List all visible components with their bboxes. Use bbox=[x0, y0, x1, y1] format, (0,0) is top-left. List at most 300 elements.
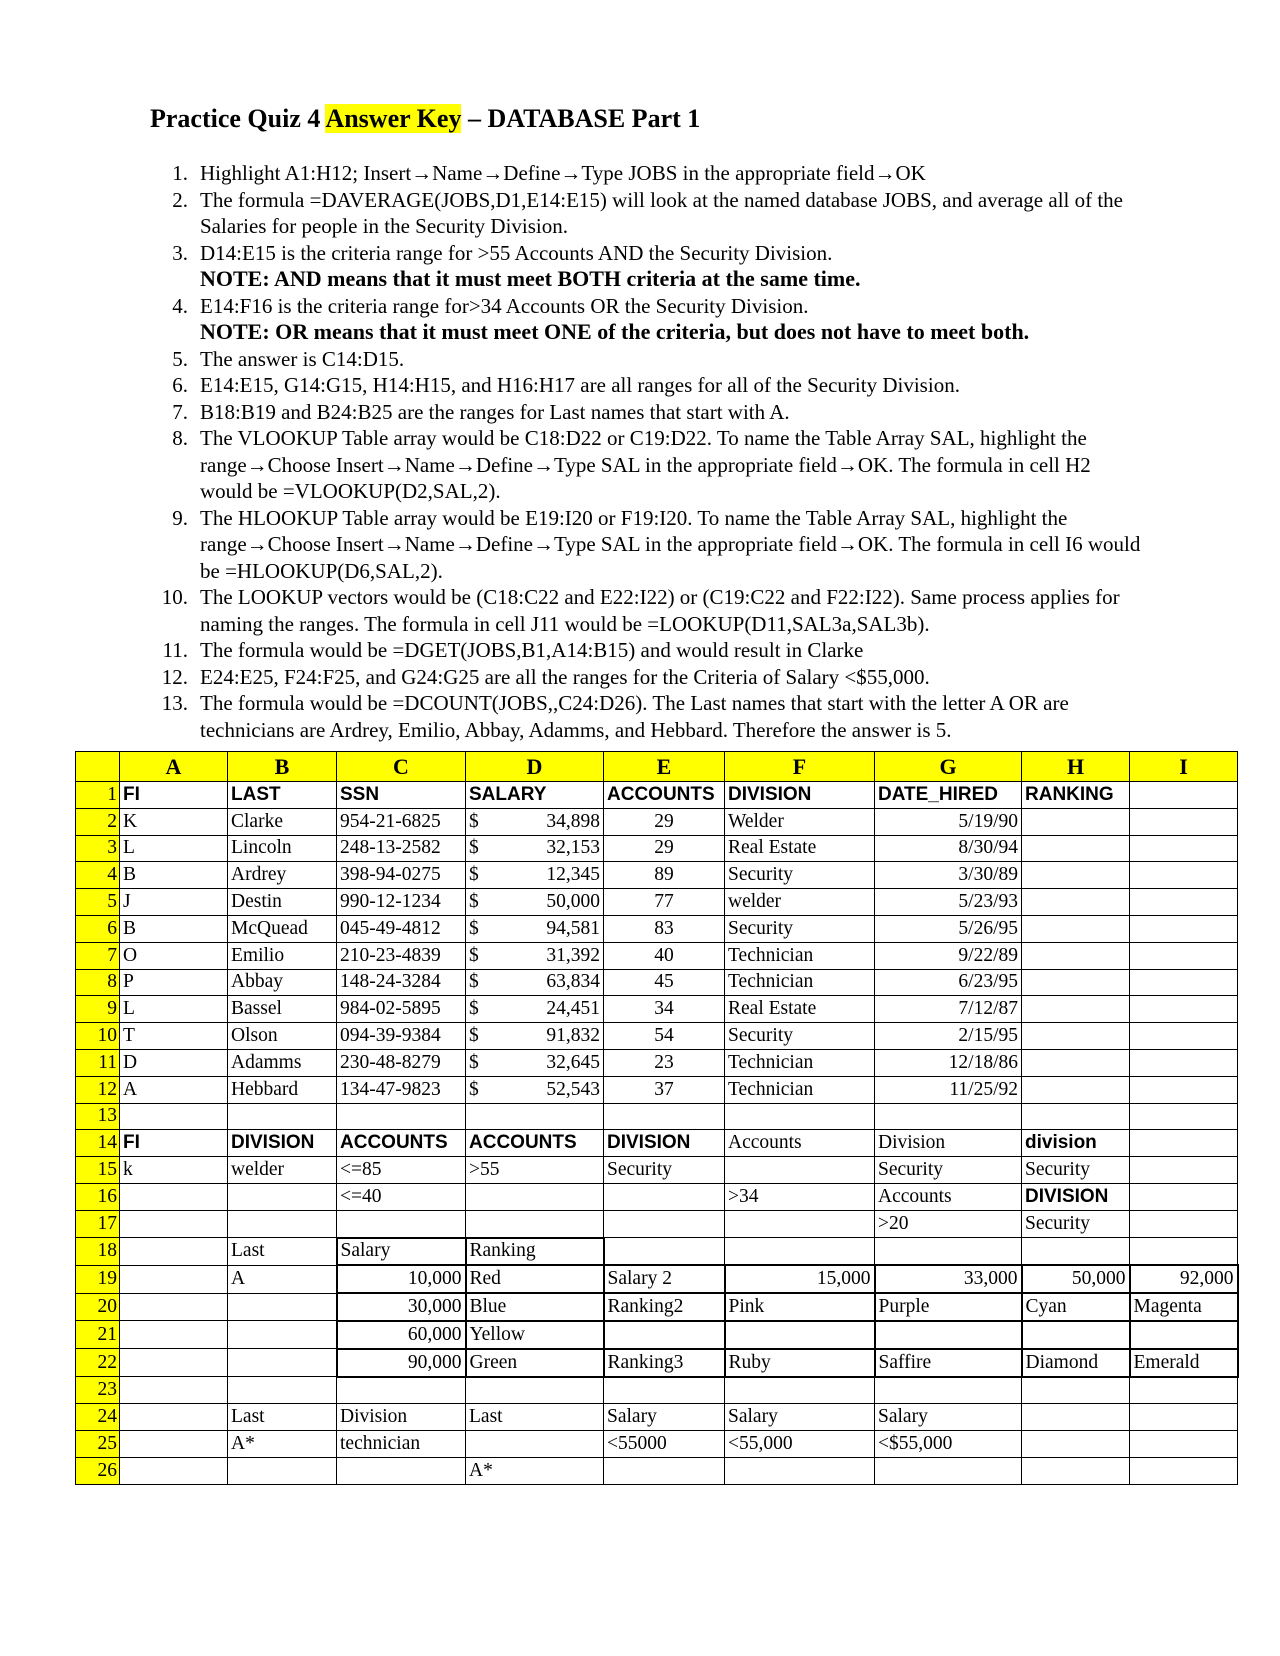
cell[interactable]: 90,000 bbox=[337, 1349, 466, 1377]
cell[interactable]: 5/19/90 bbox=[875, 808, 1022, 835]
cell[interactable]: 11/25/92 bbox=[875, 1076, 1022, 1103]
cell[interactable]: 50,000 bbox=[1022, 1265, 1130, 1293]
cell[interactable] bbox=[120, 1183, 228, 1210]
cell[interactable] bbox=[228, 1183, 337, 1210]
cell[interactable] bbox=[1130, 1431, 1238, 1458]
cell[interactable]: 5/23/93 bbox=[875, 889, 1022, 916]
cell[interactable]: ACCOUNTS bbox=[337, 1130, 466, 1157]
cell[interactable]: Cyan bbox=[1022, 1293, 1130, 1321]
cell[interactable] bbox=[725, 1157, 875, 1184]
cell[interactable] bbox=[1022, 942, 1130, 969]
row-header[interactable]: 16 bbox=[76, 1183, 120, 1210]
item-number: 13. bbox=[161, 691, 188, 715]
cell[interactable] bbox=[1130, 1238, 1238, 1266]
column-header-b[interactable]: B bbox=[228, 752, 337, 782]
cell[interactable]: 210-23-4839 bbox=[337, 942, 466, 969]
item-text bbox=[200, 346, 1142, 373]
cell[interactable] bbox=[1022, 1049, 1130, 1076]
cell[interactable] bbox=[1022, 1404, 1130, 1431]
cell[interactable]: A* bbox=[228, 1431, 337, 1458]
row-header[interactable]: 6 bbox=[76, 915, 120, 942]
page-title: Practice Quiz 4 Answer Key – DATABASE Part 1 bbox=[150, 104, 701, 133]
cell[interactable]: Ardrey bbox=[228, 862, 337, 889]
cell[interactable] bbox=[1130, 1321, 1238, 1349]
cell[interactable]: 10,000 bbox=[337, 1265, 466, 1293]
cell[interactable]: Security bbox=[875, 1157, 1022, 1184]
cell[interactable]: DIVISION bbox=[228, 1130, 337, 1157]
cell[interactable]: Security bbox=[725, 1023, 875, 1050]
cell[interactable] bbox=[1022, 1238, 1130, 1266]
answer-item bbox=[142, 637, 1142, 664]
cell[interactable]: Adamms bbox=[228, 1049, 337, 1076]
cell[interactable]: Destin bbox=[228, 889, 337, 916]
cell[interactable]: Accounts bbox=[725, 1130, 875, 1157]
cell[interactable]: <55000 bbox=[604, 1431, 725, 1458]
salary-value: 91,832 bbox=[546, 1025, 600, 1047]
cell[interactable]: Salary bbox=[725, 1404, 875, 1431]
currency-symbol: $ bbox=[469, 1078, 479, 1100]
cell[interactable] bbox=[228, 1210, 337, 1237]
cell[interactable] bbox=[1022, 862, 1130, 889]
cell[interactable]: McQuead bbox=[228, 915, 337, 942]
cell[interactable]: Pink bbox=[725, 1293, 875, 1321]
row-header[interactable]: 26 bbox=[76, 1457, 120, 1484]
cell[interactable]: 77 bbox=[604, 889, 725, 916]
field-header-cell[interactable]: SSN bbox=[337, 782, 466, 809]
column-header-f[interactable]: F bbox=[725, 752, 875, 782]
cell[interactable]: P bbox=[120, 969, 228, 996]
cell[interactable]: A bbox=[120, 1076, 228, 1103]
cell[interactable] bbox=[228, 1321, 337, 1349]
column-header-a[interactable]: A bbox=[120, 752, 228, 782]
cell[interactable]: 33,000 bbox=[875, 1265, 1022, 1293]
answer-item bbox=[142, 690, 1142, 743]
row-header[interactable]: 9 bbox=[76, 996, 120, 1023]
cell[interactable] bbox=[1022, 969, 1130, 996]
cell[interactable] bbox=[228, 1103, 337, 1130]
cell[interactable]: 134-47-9823 bbox=[337, 1076, 466, 1103]
cell[interactable]: Lincoln bbox=[228, 835, 337, 862]
cell[interactable] bbox=[1022, 808, 1130, 835]
cell[interactable] bbox=[1130, 1457, 1238, 1484]
cell[interactable] bbox=[120, 1404, 228, 1431]
cell[interactable]: Blue bbox=[466, 1293, 604, 1321]
cell[interactable]: 23 bbox=[604, 1049, 725, 1076]
row-header[interactable]: 17 bbox=[76, 1210, 120, 1237]
cell[interactable]: Abbay bbox=[228, 969, 337, 996]
cell[interactable]: Technician bbox=[725, 969, 875, 996]
cell[interactable]: 984-02-5895 bbox=[337, 996, 466, 1023]
cell[interactable] bbox=[725, 1457, 875, 1484]
cell[interactable] bbox=[1130, 808, 1238, 835]
salary-value: 34,898 bbox=[546, 810, 600, 832]
salary-cell[interactable] bbox=[466, 915, 604, 942]
cell[interactable] bbox=[875, 1321, 1022, 1349]
field-header-cell[interactable]: ACCOUNTS bbox=[604, 782, 725, 809]
salary-cell[interactable] bbox=[466, 889, 604, 916]
cell[interactable]: 248-13-2582 bbox=[337, 835, 466, 862]
cell[interactable]: T bbox=[120, 1023, 228, 1050]
cell[interactable]: 148-24-3284 bbox=[337, 969, 466, 996]
corner-cell[interactable] bbox=[76, 752, 120, 782]
column-header-g[interactable]: G bbox=[875, 752, 1022, 782]
cell[interactable]: 5/26/95 bbox=[875, 915, 1022, 942]
cell[interactable] bbox=[120, 1293, 228, 1321]
cell[interactable] bbox=[120, 1103, 228, 1130]
cell[interactable]: Last bbox=[228, 1404, 337, 1431]
cell[interactable]: Technician bbox=[725, 1076, 875, 1103]
salary-value: 31,392 bbox=[546, 944, 600, 966]
item-number: 6. bbox=[172, 373, 188, 397]
cell[interactable]: A bbox=[228, 1265, 337, 1293]
cell[interactable] bbox=[1130, 996, 1238, 1023]
cell[interactable] bbox=[725, 1377, 875, 1404]
cell[interactable]: 54 bbox=[604, 1023, 725, 1050]
cell[interactable] bbox=[466, 1377, 604, 1404]
row-header[interactable]: 5 bbox=[76, 889, 120, 916]
row-header[interactable]: 14 bbox=[76, 1130, 120, 1157]
cell[interactable] bbox=[337, 1377, 466, 1404]
cell[interactable]: Salary bbox=[875, 1404, 1022, 1431]
cell[interactable]: 7/12/87 bbox=[875, 996, 1022, 1023]
cell[interactable] bbox=[1022, 889, 1130, 916]
cell[interactable] bbox=[466, 1210, 604, 1237]
cell[interactable]: ACCOUNTS bbox=[466, 1130, 604, 1157]
cell[interactable]: Division bbox=[337, 1404, 466, 1431]
currency-symbol: $ bbox=[469, 1051, 479, 1073]
cell[interactable] bbox=[120, 1349, 228, 1377]
answer-item bbox=[142, 160, 1142, 187]
salary-cell[interactable] bbox=[466, 808, 604, 835]
cell[interactable] bbox=[120, 1457, 228, 1484]
cell[interactable]: k bbox=[120, 1157, 228, 1184]
cell[interactable] bbox=[1130, 1157, 1238, 1184]
cell[interactable]: Technician bbox=[725, 942, 875, 969]
field-header-cell[interactable]: RANKING bbox=[1022, 782, 1130, 809]
cell[interactable] bbox=[875, 1238, 1022, 1266]
cell[interactable]: 094-39-9384 bbox=[337, 1023, 466, 1050]
cell[interactable]: Emerald bbox=[1130, 1349, 1238, 1377]
row-header[interactable]: 23 bbox=[76, 1377, 120, 1404]
currency-symbol: $ bbox=[469, 944, 479, 966]
row-header[interactable]: 8 bbox=[76, 969, 120, 996]
cell[interactable] bbox=[337, 1103, 466, 1130]
cell[interactable]: 8/30/94 bbox=[875, 835, 1022, 862]
cell[interactable] bbox=[228, 1377, 337, 1404]
cell[interactable] bbox=[1022, 1431, 1130, 1458]
cell[interactable]: FI bbox=[120, 1130, 228, 1157]
cell[interactable]: Ranking2 bbox=[604, 1293, 725, 1321]
cell[interactable] bbox=[1022, 835, 1130, 862]
row-header[interactable]: 2 bbox=[76, 808, 120, 835]
cell[interactable]: Security bbox=[1022, 1210, 1130, 1237]
table-row bbox=[76, 1457, 1238, 1484]
cell[interactable]: Red bbox=[466, 1265, 604, 1293]
cell[interactable] bbox=[1130, 1103, 1238, 1130]
cell[interactable]: 92,000 bbox=[1130, 1265, 1238, 1293]
cell[interactable]: Olson bbox=[228, 1023, 337, 1050]
table-row bbox=[76, 1321, 1238, 1349]
cell[interactable] bbox=[1022, 1321, 1130, 1349]
cell[interactable]: 34 bbox=[604, 996, 725, 1023]
field-header-cell[interactable]: LAST bbox=[228, 782, 337, 809]
table-row bbox=[76, 915, 1238, 942]
field-header-cell[interactable] bbox=[1130, 782, 1238, 809]
cell[interactable]: 37 bbox=[604, 1076, 725, 1103]
cell[interactable]: >20 bbox=[875, 1210, 1022, 1237]
cell[interactable] bbox=[725, 1210, 875, 1237]
cell[interactable]: 3/30/89 bbox=[875, 862, 1022, 889]
row-header[interactable]: 12 bbox=[76, 1076, 120, 1103]
cell[interactable]: division bbox=[1022, 1130, 1130, 1157]
cell[interactable]: Salary 2 bbox=[604, 1265, 725, 1293]
item-number: 3. bbox=[172, 240, 188, 265]
cell[interactable] bbox=[120, 1238, 228, 1266]
cell[interactable] bbox=[1130, 862, 1238, 889]
cell[interactable]: <$55,000 bbox=[875, 1431, 1022, 1458]
item-text-content: The HLOOKUP Table array would be E19:I20 or F19:I20. To name the Table Array SAL, highlight the range→Choose Insert→Name→Define→Type SAL in the appropriate field→OK. The formula in cell I6 would be =HLOOKUP(D6,SAL,2). bbox=[200, 505, 1141, 583]
item-text bbox=[200, 399, 1142, 426]
item-number: 4. bbox=[172, 293, 188, 318]
cell[interactable] bbox=[725, 1321, 875, 1349]
cell[interactable] bbox=[1130, 915, 1238, 942]
cell[interactable]: >34 bbox=[725, 1183, 875, 1210]
cell[interactable]: technician bbox=[337, 1431, 466, 1458]
cell[interactable]: 6/23/95 bbox=[875, 969, 1022, 996]
cell[interactable] bbox=[228, 1349, 337, 1377]
cell[interactable]: Accounts bbox=[875, 1183, 1022, 1210]
item-text-content: The formula would be =DGET(JOBS,B1,A14:B15) and would result in Clarke bbox=[200, 638, 864, 662]
cell[interactable]: Ranking bbox=[466, 1238, 604, 1266]
cell[interactable]: welder bbox=[228, 1157, 337, 1184]
cell[interactable]: Technician bbox=[725, 1049, 875, 1076]
cell[interactable] bbox=[466, 1183, 604, 1210]
column-header-h[interactable]: H bbox=[1022, 752, 1130, 782]
cell[interactable]: Division bbox=[875, 1130, 1022, 1157]
cell[interactable]: DIVISION bbox=[604, 1130, 725, 1157]
cell[interactable] bbox=[1022, 1457, 1130, 1484]
cell[interactable] bbox=[120, 1377, 228, 1404]
cell[interactable] bbox=[1130, 1076, 1238, 1103]
cell[interactable]: <=85 bbox=[337, 1157, 466, 1184]
cell[interactable]: Saffire bbox=[875, 1349, 1022, 1377]
cell[interactable] bbox=[1022, 1023, 1130, 1050]
cell[interactable]: Security bbox=[725, 915, 875, 942]
cell[interactable]: 29 bbox=[604, 835, 725, 862]
cell[interactable] bbox=[875, 1377, 1022, 1404]
cell[interactable] bbox=[466, 1431, 604, 1458]
cell[interactable] bbox=[1130, 1023, 1238, 1050]
cell[interactable]: 45 bbox=[604, 969, 725, 996]
table-row bbox=[76, 1049, 1238, 1076]
cell[interactable]: 15,000 bbox=[725, 1265, 875, 1293]
cell[interactable]: 045-49-4812 bbox=[337, 915, 466, 942]
cell[interactable]: Bassel bbox=[228, 996, 337, 1023]
cell[interactable]: 30,000 bbox=[337, 1293, 466, 1321]
cell[interactable] bbox=[1130, 835, 1238, 862]
cell[interactable]: 9/22/89 bbox=[875, 942, 1022, 969]
cell[interactable] bbox=[1022, 1103, 1130, 1130]
cell[interactable] bbox=[1022, 1377, 1130, 1404]
cell[interactable]: Real Estate bbox=[725, 996, 875, 1023]
row-header[interactable]: 21 bbox=[76, 1321, 120, 1349]
cell[interactable]: 83 bbox=[604, 915, 725, 942]
cell[interactable]: 89 bbox=[604, 862, 725, 889]
table-row bbox=[76, 1210, 1238, 1237]
row-header[interactable]: 18 bbox=[76, 1238, 120, 1266]
cell[interactable]: Hebbard bbox=[228, 1076, 337, 1103]
cell[interactable]: Last bbox=[466, 1404, 604, 1431]
cell[interactable]: Welder bbox=[725, 808, 875, 835]
cell[interactable]: 398-94-0275 bbox=[337, 862, 466, 889]
cell[interactable] bbox=[725, 1103, 875, 1130]
cell[interactable] bbox=[604, 1321, 725, 1349]
cell[interactable]: Last bbox=[228, 1238, 337, 1266]
row-header[interactable]: 20 bbox=[76, 1293, 120, 1321]
salary-cell[interactable] bbox=[466, 862, 604, 889]
cell[interactable] bbox=[604, 1103, 725, 1130]
cell[interactable] bbox=[875, 1103, 1022, 1130]
cell[interactable]: Security bbox=[1022, 1157, 1130, 1184]
row-header[interactable]: 25 bbox=[76, 1431, 120, 1458]
cell[interactable] bbox=[1130, 889, 1238, 916]
cell[interactable] bbox=[228, 1457, 337, 1484]
cell[interactable]: welder bbox=[725, 889, 875, 916]
row-header[interactable]: 15 bbox=[76, 1157, 120, 1184]
row-header[interactable]: 13 bbox=[76, 1103, 120, 1130]
cell[interactable] bbox=[1022, 996, 1130, 1023]
cell[interactable]: Security bbox=[725, 862, 875, 889]
cell[interactable] bbox=[1130, 1130, 1238, 1157]
cell[interactable]: 2/15/95 bbox=[875, 1023, 1022, 1050]
cell[interactable]: Diamond bbox=[1022, 1349, 1130, 1377]
cell[interactable] bbox=[1022, 1076, 1130, 1103]
cell[interactable] bbox=[604, 1377, 725, 1404]
salary-cell[interactable] bbox=[466, 1049, 604, 1076]
cell[interactable] bbox=[337, 1457, 466, 1484]
cell[interactable] bbox=[875, 1457, 1022, 1484]
cell[interactable] bbox=[1130, 969, 1238, 996]
cell[interactable]: Purple bbox=[875, 1293, 1022, 1321]
row-header[interactable]: 7 bbox=[76, 942, 120, 969]
cell[interactable]: D bbox=[120, 1049, 228, 1076]
column-header-e[interactable]: E bbox=[604, 752, 725, 782]
cell[interactable] bbox=[604, 1210, 725, 1237]
salary-value: 24,451 bbox=[546, 998, 600, 1020]
cell[interactable]: Green bbox=[466, 1349, 604, 1377]
cell[interactable] bbox=[604, 1457, 725, 1484]
cell[interactable] bbox=[120, 1431, 228, 1458]
cell[interactable]: L bbox=[120, 835, 228, 862]
cell[interactable] bbox=[725, 1238, 875, 1266]
table-row bbox=[76, 1130, 1238, 1157]
salary-cell[interactable] bbox=[466, 835, 604, 862]
cell[interactable] bbox=[1022, 915, 1130, 942]
table-row bbox=[76, 1265, 1238, 1293]
cell[interactable] bbox=[466, 1103, 604, 1130]
cell[interactable]: Salary bbox=[337, 1238, 466, 1266]
salary-cell[interactable] bbox=[466, 1023, 604, 1050]
row-header[interactable]: 22 bbox=[76, 1349, 120, 1377]
cell[interactable]: Clarke bbox=[228, 808, 337, 835]
cell[interactable]: Emilio bbox=[228, 942, 337, 969]
cell[interactable]: <55,000 bbox=[725, 1431, 875, 1458]
cell[interactable] bbox=[1130, 942, 1238, 969]
item-text bbox=[200, 690, 1142, 743]
cell[interactable] bbox=[120, 1321, 228, 1349]
cell[interactable] bbox=[1130, 1404, 1238, 1431]
cell[interactable]: O bbox=[120, 942, 228, 969]
column-header-c[interactable]: C bbox=[337, 752, 466, 782]
cell[interactable] bbox=[337, 1210, 466, 1237]
cell[interactable]: Salary bbox=[604, 1404, 725, 1431]
cell[interactable] bbox=[1130, 1183, 1238, 1210]
cell[interactable]: Ranking3 bbox=[604, 1349, 725, 1377]
cell[interactable]: 990-12-1234 bbox=[337, 889, 466, 916]
cell[interactable] bbox=[604, 1183, 725, 1210]
column-header-d[interactable]: D bbox=[466, 752, 604, 782]
cell[interactable]: 954-21-6825 bbox=[337, 808, 466, 835]
cell[interactable]: J bbox=[120, 889, 228, 916]
row-header[interactable]: 1 bbox=[76, 782, 120, 809]
salary-cell[interactable] bbox=[466, 942, 604, 969]
cell[interactable]: >55 bbox=[466, 1157, 604, 1184]
cell[interactable]: K bbox=[120, 808, 228, 835]
field-header-cell[interactable]: SALARY bbox=[466, 782, 604, 809]
cell[interactable]: B bbox=[120, 862, 228, 889]
cell[interactable] bbox=[1130, 1210, 1238, 1237]
cell[interactable] bbox=[120, 1265, 228, 1293]
row-header[interactable]: 4 bbox=[76, 862, 120, 889]
cell[interactable]: 230-48-8279 bbox=[337, 1049, 466, 1076]
cell[interactable]: 40 bbox=[604, 942, 725, 969]
field-header-cell[interactable]: DIVISION bbox=[725, 782, 875, 809]
salary-cell[interactable] bbox=[466, 969, 604, 996]
cell[interactable]: Real Estate bbox=[725, 835, 875, 862]
cell[interactable] bbox=[1130, 1377, 1238, 1404]
column-header-i[interactable]: I bbox=[1130, 752, 1238, 782]
cell[interactable]: B bbox=[120, 915, 228, 942]
cell[interactable]: L bbox=[120, 996, 228, 1023]
row-header[interactable]: 24 bbox=[76, 1404, 120, 1431]
cell[interactable] bbox=[228, 1293, 337, 1321]
cell[interactable]: Ruby bbox=[725, 1349, 875, 1377]
salary-cell[interactable] bbox=[466, 996, 604, 1023]
row-header[interactable]: 19 bbox=[76, 1265, 120, 1293]
cell[interactable] bbox=[120, 1210, 228, 1237]
cell[interactable] bbox=[1130, 1049, 1238, 1076]
row-header[interactable]: 10 bbox=[76, 1023, 120, 1050]
cell[interactable]: 29 bbox=[604, 808, 725, 835]
cell[interactable]: 60,000 bbox=[337, 1321, 466, 1349]
item-text-content: E24:E25, F24:F25, and G24:G25 are all the ranges for the Criteria of Salary <$55,000. bbox=[200, 664, 930, 689]
cell[interactable]: A* bbox=[466, 1457, 604, 1484]
cell[interactable]: Security bbox=[604, 1157, 725, 1184]
row-header[interactable]: 11 bbox=[76, 1049, 120, 1076]
cell[interactable] bbox=[604, 1238, 725, 1266]
cell[interactable]: <=40 bbox=[337, 1183, 466, 1210]
item-number: 10. bbox=[161, 585, 188, 609]
cell[interactable]: 12/18/86 bbox=[875, 1049, 1022, 1076]
field-header-cell[interactable]: DATE_HIRED bbox=[875, 782, 1022, 809]
cell[interactable]: Magenta bbox=[1130, 1293, 1238, 1321]
item-text bbox=[200, 505, 1142, 585]
row-header[interactable]: 3 bbox=[76, 835, 120, 862]
salary-cell[interactable] bbox=[466, 1076, 604, 1103]
cell[interactable]: DIVISION bbox=[1022, 1183, 1130, 1210]
cell[interactable]: Yellow bbox=[466, 1321, 604, 1349]
field-header-cell[interactable]: FI bbox=[120, 782, 228, 809]
